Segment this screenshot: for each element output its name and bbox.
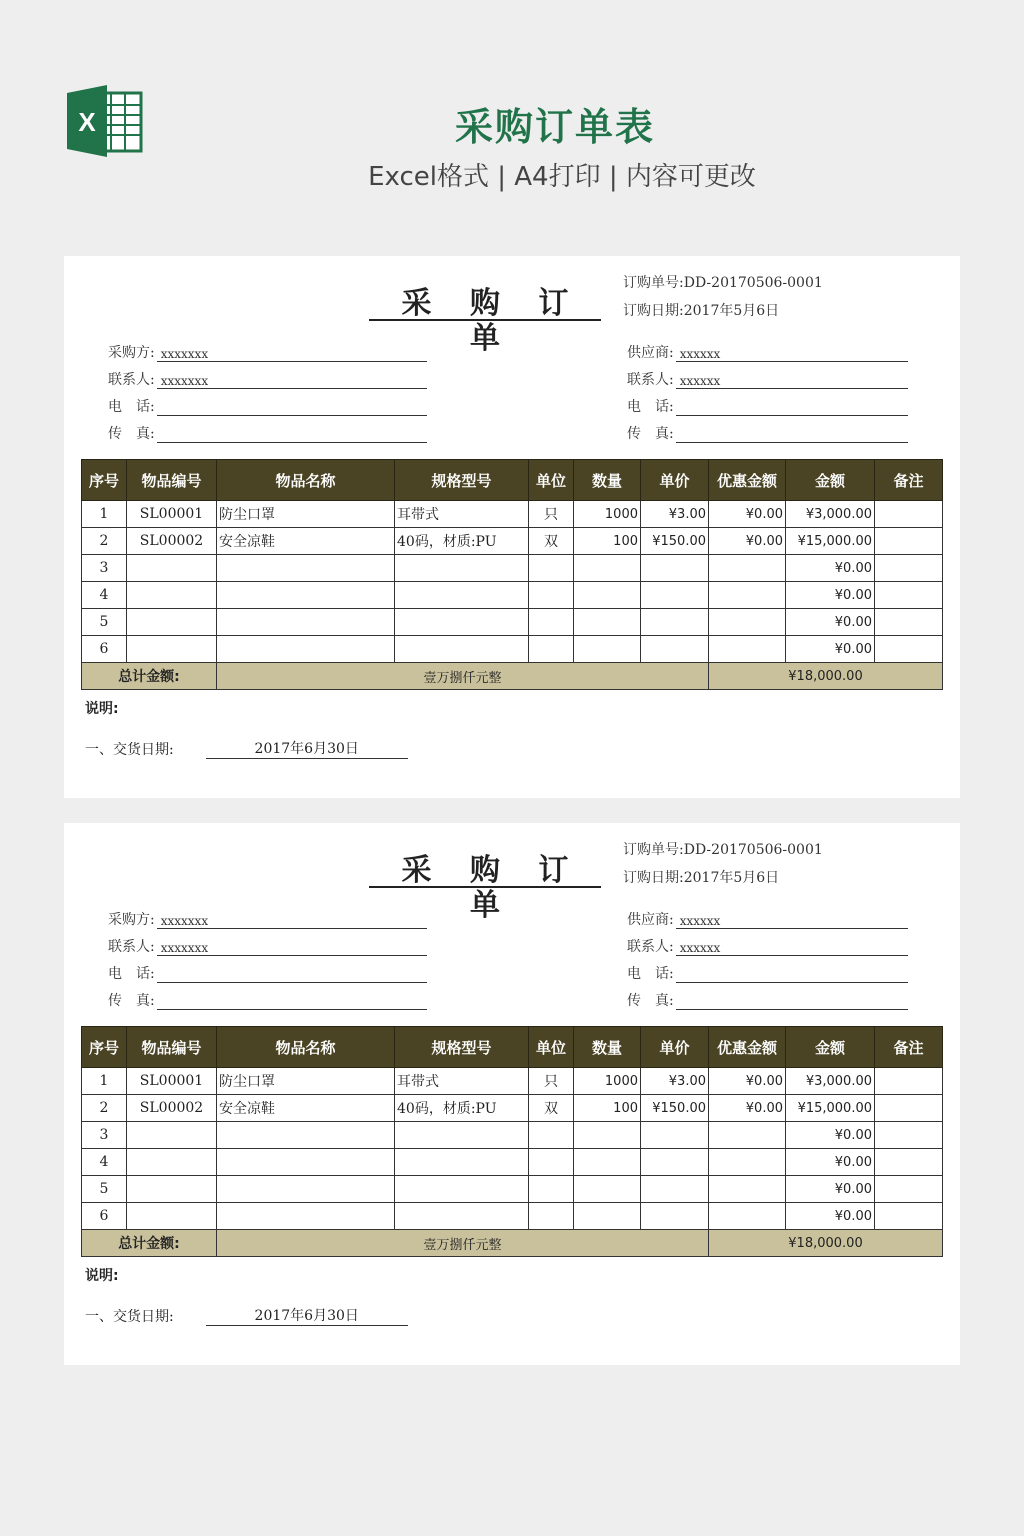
col-header: 规格型号: [395, 460, 529, 501]
delivery-date-value[interactable]: 2017年6月30日: [206, 740, 408, 759]
buyer-value[interactable]: xxxxxxx: [157, 345, 427, 362]
table-row: [82, 1176, 943, 1203]
supplier-fax-label: 传 真:: [627, 426, 674, 442]
supplier-fax-value[interactable]: [676, 426, 908, 443]
supplier-contact-field: [627, 936, 908, 956]
cell-spec[interactable]: [395, 1203, 529, 1230]
cell-no[interactable]: 5: [82, 609, 127, 636]
order-title: 采 购 订 单: [369, 853, 601, 888]
cell-price[interactable]: [641, 1122, 709, 1149]
cell-qty[interactable]: 100: [574, 1095, 641, 1122]
order-title: 采 购 订 单: [369, 286, 601, 321]
cell-name[interactable]: [217, 636, 395, 663]
cell-discount[interactable]: [709, 1122, 786, 1149]
cell-name[interactable]: [217, 1176, 395, 1203]
cell-amount[interactable]: ¥3,000.00: [786, 1068, 875, 1095]
cell-unit[interactable]: [529, 609, 574, 636]
cell-name[interactable]: [217, 1122, 395, 1149]
cell-qty[interactable]: 100: [574, 528, 641, 555]
items-table: [81, 1026, 943, 1257]
order-sheet-1: [64, 256, 960, 798]
items-body-2: [82, 1068, 943, 1230]
col-header: 物品编号: [127, 1027, 217, 1068]
cell-price[interactable]: [641, 1176, 709, 1203]
total-in-words[interactable]: 壹万捌仟元整: [217, 1230, 709, 1257]
cell-amount[interactable]: ¥0.00: [786, 582, 875, 609]
buyer-phone-value[interactable]: [157, 399, 427, 416]
cell-name[interactable]: [217, 1203, 395, 1230]
total-amount[interactable]: ¥18,000.00: [709, 1230, 943, 1257]
table-row: [82, 501, 943, 528]
cell-code[interactable]: SL00001: [127, 501, 217, 528]
order-number: 订购单号:DD-20170506-0001: [623, 275, 823, 291]
supplier-fax-label: 传 真:: [627, 993, 674, 1009]
cell-name[interactable]: 安全凉鞋: [217, 1095, 395, 1122]
cell-code[interactable]: [127, 582, 217, 609]
cell-code[interactable]: [127, 555, 217, 582]
col-header: 数量: [574, 1027, 641, 1068]
notes-label: 说明:: [85, 701, 119, 717]
cell-discount[interactable]: ¥0.00: [709, 1095, 786, 1122]
col-header: 单价: [641, 1027, 709, 1068]
cell-no[interactable]: 2: [82, 528, 127, 555]
supplier-phone-field: [627, 396, 908, 416]
cell-amount[interactable]: ¥0.00: [786, 1203, 875, 1230]
cell-remark[interactable]: [875, 528, 943, 555]
col-header: 物品名称: [217, 460, 395, 501]
page-title: 采购订单表: [454, 105, 655, 149]
cell-amount[interactable]: ¥15,000.00: [786, 1095, 875, 1122]
cell-discount[interactable]: [709, 1149, 786, 1176]
supplier-fax-field: [627, 990, 908, 1010]
cell-discount[interactable]: [709, 582, 786, 609]
col-header: 金额: [786, 1027, 875, 1068]
supplier-contact-label: 联系人:: [627, 372, 674, 388]
order-sheet-2: [64, 823, 960, 1365]
buyer-fax-value[interactable]: [157, 426, 427, 443]
col-header: 优惠金额: [709, 460, 786, 501]
buyer-phone-field: [108, 963, 427, 983]
cell-price[interactable]: ¥3.00: [641, 1068, 709, 1095]
cell-qty[interactable]: [574, 1203, 641, 1230]
table-header-row: [82, 1027, 943, 1068]
supplier-phone-value[interactable]: [676, 966, 908, 983]
cell-price[interactable]: [641, 609, 709, 636]
cell-qty[interactable]: [574, 636, 641, 663]
cell-unit[interactable]: [529, 582, 574, 609]
col-header: 单位: [529, 1027, 574, 1068]
cell-qty[interactable]: [574, 609, 641, 636]
buyer-value[interactable]: xxxxxxx: [157, 912, 427, 929]
cell-remark[interactable]: [875, 609, 943, 636]
cell-code[interactable]: SL00001: [127, 1068, 217, 1095]
cell-no[interactable]: 6: [82, 1203, 127, 1230]
order-date: 订购日期:2017年5月6日: [623, 870, 780, 886]
table-header-row: [82, 460, 943, 501]
cell-remark[interactable]: [875, 555, 943, 582]
cell-price[interactable]: ¥150.00: [641, 528, 709, 555]
cell-code[interactable]: [127, 1149, 217, 1176]
cell-amount[interactable]: ¥0.00: [786, 1149, 875, 1176]
cell-amount[interactable]: ¥0.00: [786, 555, 875, 582]
supplier-value[interactable]: xxxxxx: [676, 912, 908, 929]
cell-amount[interactable]: ¥15,000.00: [786, 528, 875, 555]
cell-name[interactable]: [217, 555, 395, 582]
cell-spec[interactable]: [395, 609, 529, 636]
col-header: 优惠金额: [709, 1027, 786, 1068]
col-header: 单位: [529, 460, 574, 501]
cell-no[interactable]: 4: [82, 1149, 127, 1176]
cell-name[interactable]: [217, 609, 395, 636]
cell-unit[interactable]: 双: [529, 528, 574, 555]
supplier-field: [627, 342, 908, 362]
cell-discount[interactable]: ¥0.00: [709, 501, 786, 528]
supplier-phone-value[interactable]: [676, 399, 908, 416]
delivery-date-field: [85, 1306, 408, 1326]
supplier-contact-label: 联系人:: [627, 939, 674, 955]
cell-name[interactable]: 防尘口罩: [217, 1068, 395, 1095]
cell-discount[interactable]: [709, 636, 786, 663]
page-subtitle: Excel格式 | A4打印 | 内容可更改: [368, 162, 756, 192]
buyer-fax-label: 传 真:: [108, 993, 155, 1009]
cell-remark[interactable]: [875, 1095, 943, 1122]
cell-remark[interactable]: [875, 1203, 943, 1230]
buyer-contact-value[interactable]: xxxxxxx: [157, 939, 427, 956]
total-amount[interactable]: ¥18,000.00: [709, 663, 943, 690]
cell-unit[interactable]: 只: [529, 501, 574, 528]
cell-qty[interactable]: [574, 1149, 641, 1176]
buyer-contact-field: [108, 936, 427, 956]
buyer-fax-value[interactable]: [157, 993, 427, 1010]
cell-spec[interactable]: [395, 582, 529, 609]
col-header: 数量: [574, 460, 641, 501]
order-date: 订购日期:2017年5月6日: [623, 303, 780, 319]
cell-discount[interactable]: ¥0.00: [709, 528, 786, 555]
col-header: 备注: [875, 1027, 943, 1068]
items-body-1: [82, 501, 943, 663]
cell-spec[interactable]: 40码，材质:PU: [395, 528, 529, 555]
col-header: 规格型号: [395, 1027, 529, 1068]
cell-code[interactable]: [127, 636, 217, 663]
order-number: 订购单号:DD-20170506-0001: [623, 842, 823, 858]
buyer-phone-value[interactable]: [157, 966, 427, 983]
supplier-contact-value[interactable]: xxxxxx: [676, 372, 908, 389]
cell-code[interactable]: SL00002: [127, 1095, 217, 1122]
buyer-contact-value[interactable]: xxxxxxx: [157, 372, 427, 389]
cell-remark[interactable]: [875, 501, 943, 528]
cell-qty[interactable]: [574, 582, 641, 609]
cell-no[interactable]: 6: [82, 636, 127, 663]
buyer-label: 采购方:: [108, 912, 155, 928]
col-header: 物品编号: [127, 460, 217, 501]
cell-no[interactable]: 3: [82, 1122, 127, 1149]
cell-remark[interactable]: [875, 1149, 943, 1176]
total-in-words[interactable]: 壹万捌仟元整: [217, 663, 709, 690]
cell-price[interactable]: [641, 636, 709, 663]
table-row: [82, 582, 943, 609]
cell-remark[interactable]: [875, 636, 943, 663]
cell-discount[interactable]: [709, 1203, 786, 1230]
total-row: [82, 1230, 943, 1257]
cell-no[interactable]: 3: [82, 555, 127, 582]
table-row: [82, 1203, 943, 1230]
supplier-value[interactable]: xxxxxx: [676, 345, 908, 362]
buyer-fax-field: [108, 423, 427, 443]
table-row: [82, 555, 943, 582]
items-table: [81, 459, 943, 690]
cell-qty[interactable]: [574, 555, 641, 582]
cell-price[interactable]: [641, 1149, 709, 1176]
buyer-phone-label: 电 话:: [108, 966, 155, 982]
cell-unit[interactable]: [529, 1176, 574, 1203]
col-header: 备注: [875, 460, 943, 501]
supplier-phone-label: 电 话:: [627, 966, 674, 982]
cell-code[interactable]: SL00002: [127, 528, 217, 555]
cell-price[interactable]: [641, 582, 709, 609]
delivery-date-value[interactable]: 2017年6月30日: [206, 1307, 408, 1326]
table-row: [82, 1095, 943, 1122]
cell-amount[interactable]: ¥0.00: [786, 609, 875, 636]
table-row: [82, 609, 943, 636]
supplier-phone-label: 电 话:: [627, 399, 674, 415]
notes-label: 说明:: [85, 1268, 119, 1284]
table-row: [82, 1068, 943, 1095]
table-row: [82, 528, 943, 555]
cell-spec[interactable]: [395, 636, 529, 663]
buyer-label: 采购方:: [108, 345, 155, 361]
cell-code[interactable]: [127, 1176, 217, 1203]
cell-price[interactable]: [641, 555, 709, 582]
buyer-fax-label: 传 真:: [108, 426, 155, 442]
cell-spec[interactable]: [395, 555, 529, 582]
cell-price[interactable]: [641, 1203, 709, 1230]
cell-spec[interactable]: 耳带式: [395, 501, 529, 528]
cell-qty[interactable]: [574, 1122, 641, 1149]
supplier-phone-field: [627, 963, 908, 983]
cell-spec[interactable]: [395, 1122, 529, 1149]
cell-unit[interactable]: [529, 555, 574, 582]
supplier-field: [627, 909, 908, 929]
cell-remark[interactable]: [875, 582, 943, 609]
buyer-field: [108, 909, 427, 929]
cell-no[interactable]: 1: [82, 1068, 127, 1095]
cell-amount[interactable]: ¥0.00: [786, 1122, 875, 1149]
cell-name[interactable]: [217, 582, 395, 609]
cell-name[interactable]: 安全凉鞋: [217, 528, 395, 555]
cell-qty[interactable]: 1000: [574, 501, 641, 528]
cell-unit[interactable]: [529, 1122, 574, 1149]
excel-logo-letter: X: [78, 107, 96, 137]
cell-price[interactable]: ¥3.00: [641, 501, 709, 528]
cell-unit[interactable]: [529, 636, 574, 663]
col-header: 物品名称: [217, 1027, 395, 1068]
buyer-contact-field: [108, 369, 427, 389]
cell-discount[interactable]: ¥0.00: [709, 1068, 786, 1095]
total-label: 总计金额:: [82, 663, 217, 690]
cell-amount[interactable]: ¥3,000.00: [786, 501, 875, 528]
buyer-field: [108, 342, 427, 362]
delivery-date-label: 一、交货日期:: [85, 1309, 174, 1325]
cell-no[interactable]: 2: [82, 1095, 127, 1122]
cell-price[interactable]: ¥150.00: [641, 1095, 709, 1122]
cell-amount[interactable]: ¥0.00: [786, 636, 875, 663]
total-row: [82, 663, 943, 690]
col-header: 序号: [82, 1027, 127, 1068]
delivery-date-label: 一、交货日期:: [85, 742, 174, 758]
cell-discount[interactable]: [709, 1176, 786, 1203]
table-row: [82, 1149, 943, 1176]
cell-spec[interactable]: 40码，材质:PU: [395, 1095, 529, 1122]
cell-remark[interactable]: [875, 1122, 943, 1149]
cell-qty[interactable]: 1000: [574, 1068, 641, 1095]
cell-code[interactable]: [127, 1203, 217, 1230]
delivery-date-field: [85, 739, 408, 759]
cell-no[interactable]: 5: [82, 1176, 127, 1203]
supplier-fax-field: [627, 423, 908, 443]
table-row: [82, 1122, 943, 1149]
cell-unit[interactable]: 只: [529, 1068, 574, 1095]
buyer-phone-field: [108, 396, 427, 416]
cell-discount[interactable]: [709, 555, 786, 582]
buyer-contact-label: 联系人:: [108, 372, 155, 388]
cell-spec[interactable]: [395, 1149, 529, 1176]
cell-no[interactable]: 1: [82, 501, 127, 528]
cell-no[interactable]: 4: [82, 582, 127, 609]
supplier-fax-value[interactable]: [676, 993, 908, 1010]
cell-spec[interactable]: 耳带式: [395, 1068, 529, 1095]
col-header: 金额: [786, 460, 875, 501]
cell-amount[interactable]: ¥0.00: [786, 1176, 875, 1203]
cell-qty[interactable]: [574, 1176, 641, 1203]
buyer-fax-field: [108, 990, 427, 1010]
col-header: 单价: [641, 460, 709, 501]
cell-spec[interactable]: [395, 1176, 529, 1203]
cell-name[interactable]: 防尘口罩: [217, 501, 395, 528]
supplier-label: 供应商:: [627, 912, 674, 928]
cell-unit[interactable]: 双: [529, 1095, 574, 1122]
col-header: 序号: [82, 460, 127, 501]
cell-remark[interactable]: [875, 1176, 943, 1203]
total-label: 总计金额:: [82, 1230, 217, 1257]
buyer-phone-label: 电 话:: [108, 399, 155, 415]
buyer-contact-label: 联系人:: [108, 939, 155, 955]
cell-name[interactable]: [217, 1149, 395, 1176]
supplier-contact-value[interactable]: xxxxxx: [676, 939, 908, 956]
cell-remark[interactable]: [875, 1068, 943, 1095]
table-row: [82, 636, 943, 663]
cell-discount[interactable]: [709, 609, 786, 636]
supplier-contact-field: [627, 369, 908, 389]
cell-code[interactable]: [127, 1122, 217, 1149]
cell-code[interactable]: [127, 609, 217, 636]
supplier-label: 供应商:: [627, 345, 674, 361]
cell-unit[interactable]: [529, 1149, 574, 1176]
cell-unit[interactable]: [529, 1203, 574, 1230]
